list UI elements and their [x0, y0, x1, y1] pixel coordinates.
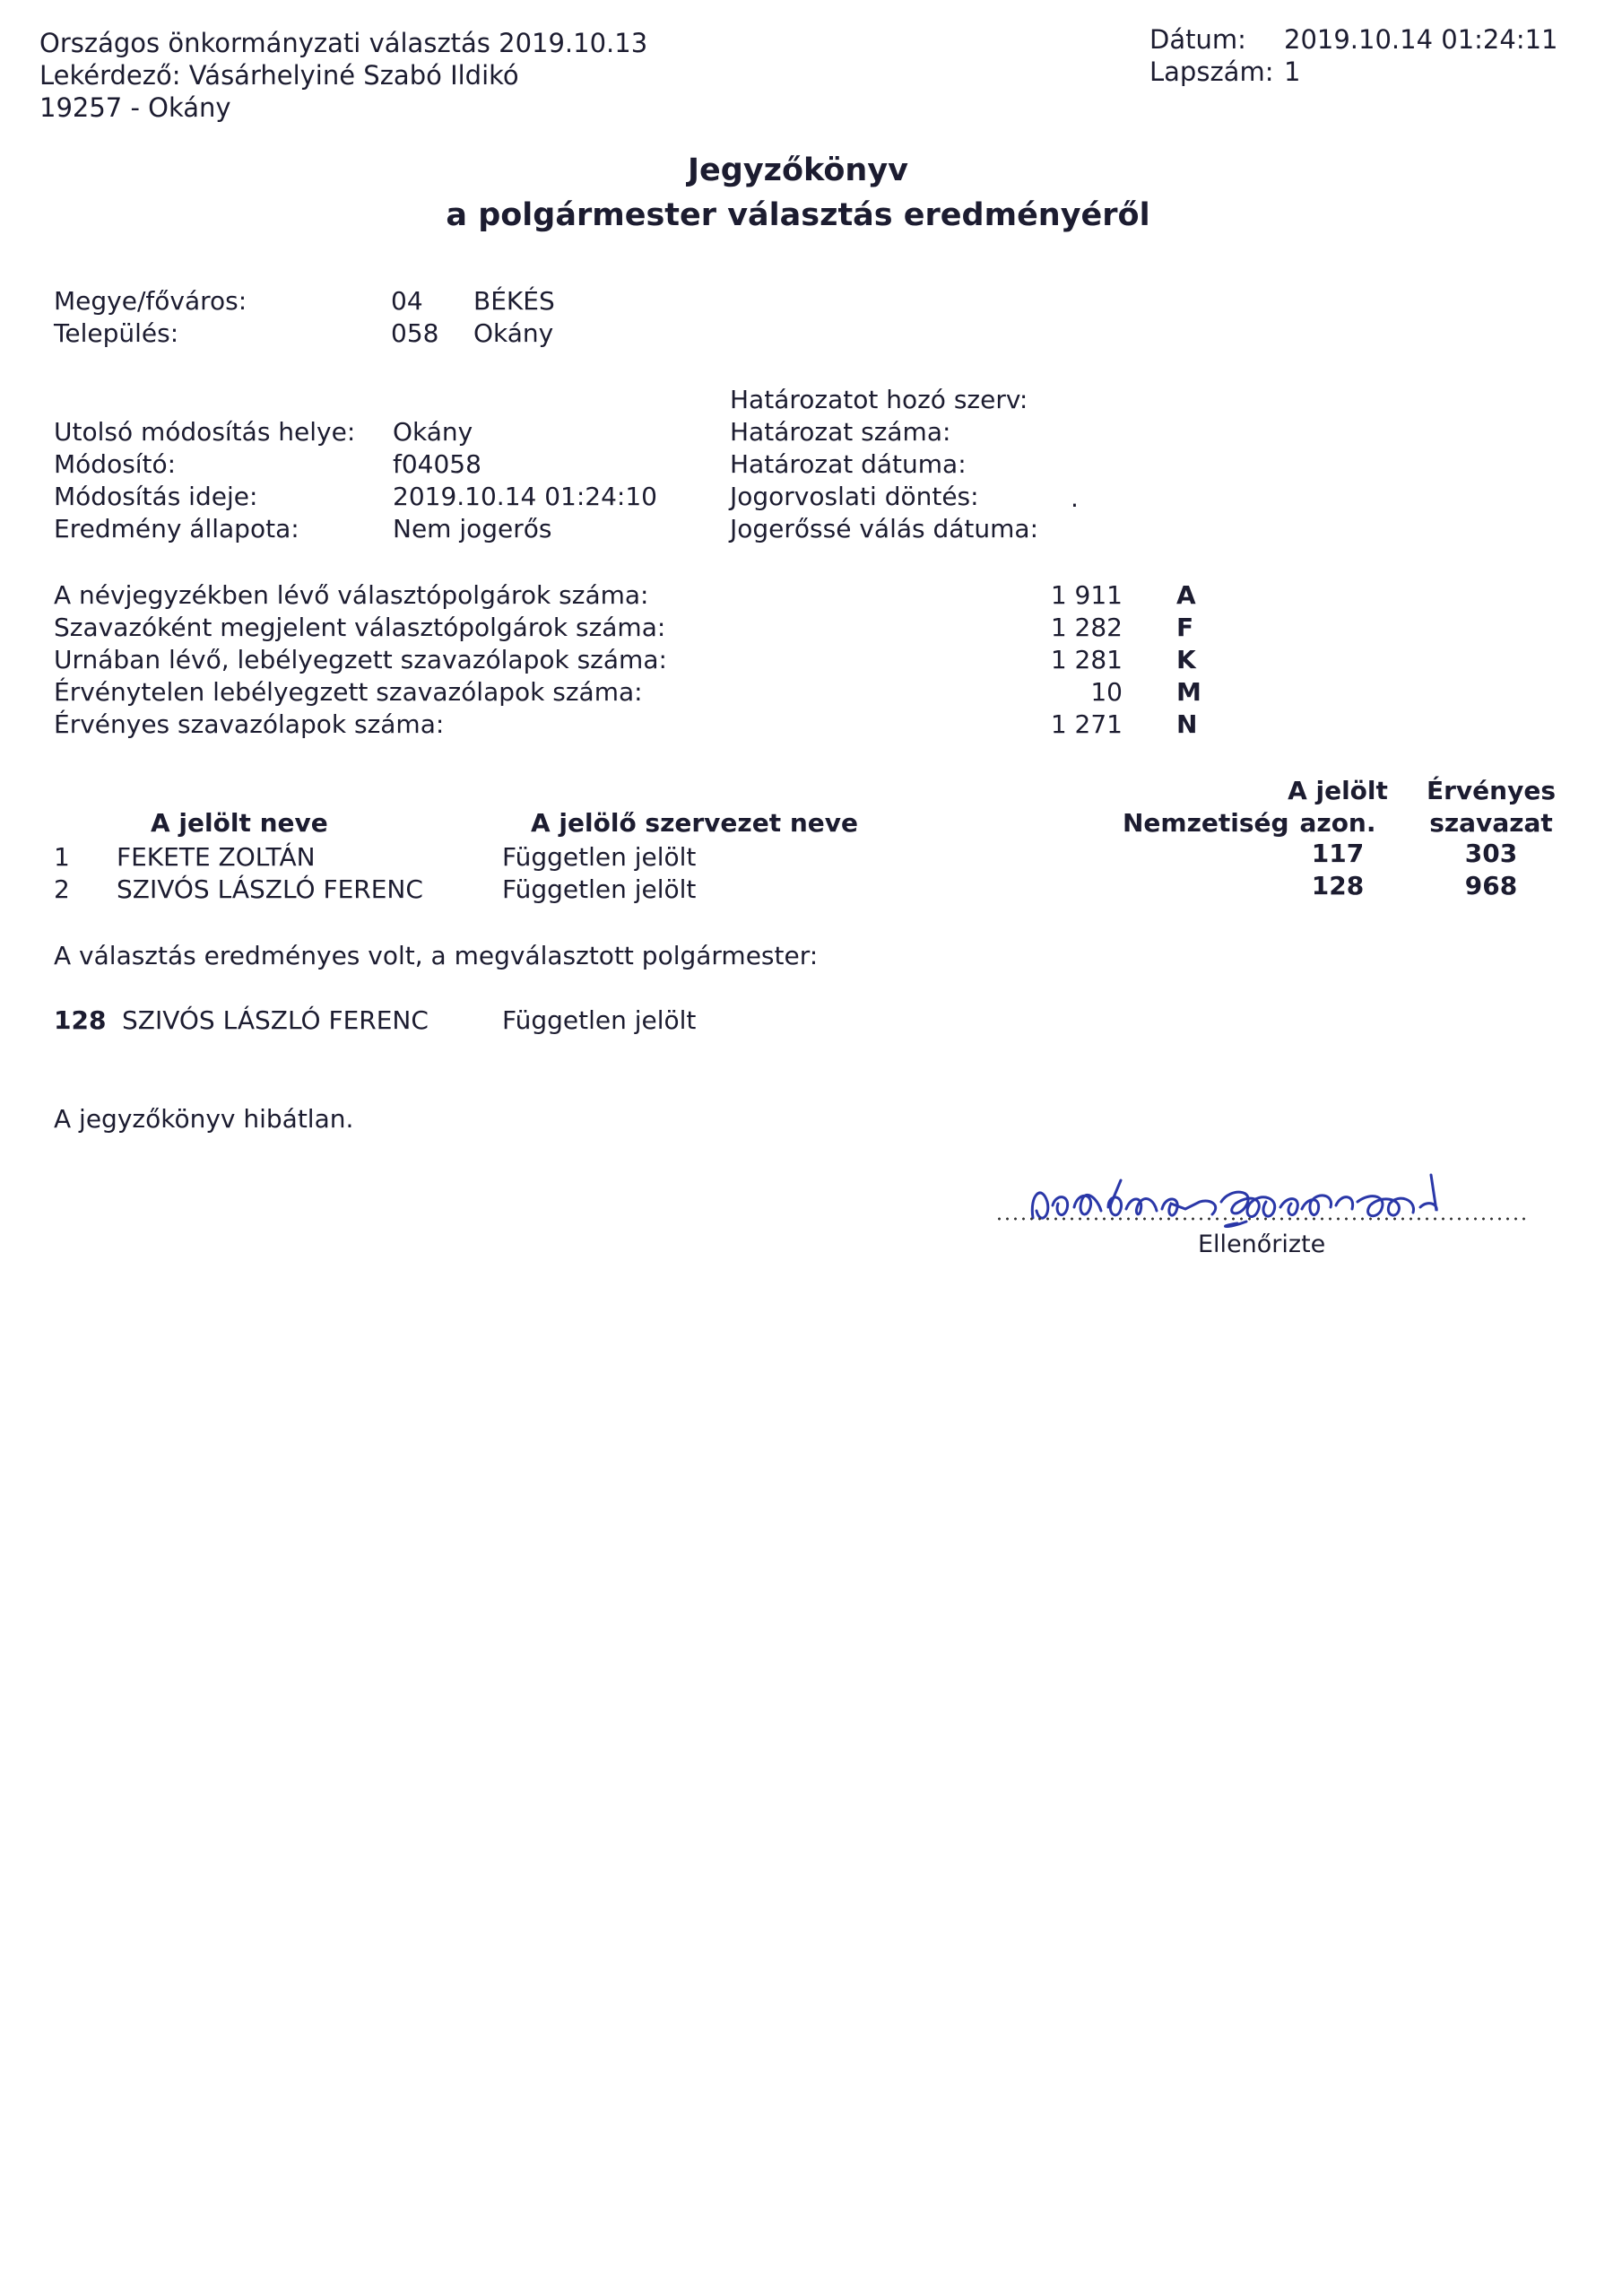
candidate-id: 128: [1311, 871, 1365, 900]
checked-by-label: Ellenőrizte: [1198, 1231, 1326, 1258]
status-label: Eredmény állapota:: [54, 514, 299, 544]
date-label: Dátum:: [1149, 24, 1246, 55]
stat-label-k: Urnában lévő, lebélyegzett szavazólapok száma:: [54, 645, 667, 674]
winner-name: SZIVÓS LÁSZLÓ FERENC: [122, 1005, 429, 1035]
settlement-code: 058: [391, 318, 439, 348]
col-candidate-name: A jelölt neve: [151, 808, 328, 838]
stat-code-n: N: [1176, 709, 1198, 739]
stat-value-n: 1 271: [1050, 709, 1123, 739]
settlement-name: Okány: [473, 318, 554, 348]
final-date-label: Jogerőssé válás dátuma:: [730, 514, 1039, 544]
col-valid-votes-line2: szavazat: [1429, 808, 1553, 838]
stat-value-k: 1 281: [1050, 645, 1123, 674]
col-valid-votes-line1: Érvényes: [1426, 776, 1557, 805]
settlement-label: Település:: [54, 318, 179, 348]
stat-label-a: A névjegyzékben lévő választópolgárok száma:: [54, 580, 649, 610]
candidate-org: Független jelölt: [502, 874, 697, 904]
appeal-label: Jogorvoslati döntés:: [730, 482, 979, 511]
winner-org: Független jelölt: [502, 1005, 697, 1035]
col-candidate-id-line1: A jelölt: [1288, 776, 1388, 805]
stat-code-m: M: [1176, 677, 1201, 707]
stat-code-f: F: [1176, 613, 1194, 642]
requester: Lekérdező: Vásárhelyiné Szabó Ildikó: [39, 60, 519, 91]
stat-label-f: Szavazóként megjelent választópolgárok száma:: [54, 613, 666, 642]
election-title: Országos önkormányzati választás 2019.10.13: [39, 28, 648, 58]
county-code: 04: [391, 286, 423, 316]
modifier-value: f04058: [393, 449, 481, 479]
col-nationality: Nemzetiség: [1123, 808, 1289, 838]
candidate-votes: 303: [1464, 839, 1518, 868]
location: 19257 - Okány: [39, 92, 231, 123]
modifier-label: Módosító:: [54, 449, 177, 479]
stat-label-m: Érvénytelen lebélyegzett szavazólapok száma:: [54, 677, 643, 707]
candidate-name: FEKETE ZOLTÁN: [117, 842, 316, 872]
decision-date-label: Határozat dátuma:: [730, 449, 967, 479]
mod-time-value: 2019.10.14 01:24:10: [393, 482, 657, 511]
candidate-org: Független jelölt: [502, 842, 697, 872]
mod-place-label: Utolsó módosítás helye:: [54, 417, 356, 447]
winner-id: 128: [54, 1005, 107, 1035]
candidate-name: SZIVÓS LÁSZLÓ FERENC: [117, 874, 423, 904]
page-value: 1: [1284, 57, 1301, 87]
flawless-statement: A jegyzőkönyv hibátlan.: [54, 1104, 354, 1134]
decision-body-label: Határozatot hozó szerv:: [730, 385, 1028, 414]
col-nominating-org: A jelölő szervezet neve: [531, 808, 859, 838]
stat-value-f: 1 282: [1050, 613, 1123, 642]
col-candidate-id-line2: azon.: [1299, 808, 1376, 838]
document-title: Jegyzőkönyv: [688, 152, 908, 188]
stat-code-k: K: [1176, 645, 1196, 674]
stat-code-a: A: [1176, 580, 1196, 610]
document-subtitle: a polgármester választás eredményéről: [446, 197, 1150, 233]
county-label: Megye/főváros:: [54, 286, 247, 316]
page-label: Lapszám:: [1149, 57, 1274, 87]
decision-number-label: Határozat száma:: [730, 417, 951, 447]
mod-time-label: Módosítás ideje:: [54, 482, 258, 511]
candidate-id: 117: [1311, 839, 1365, 868]
row-number: 1: [54, 842, 70, 872]
mod-place-value: Okány: [393, 417, 473, 447]
county-name: BÉKÉS: [473, 286, 555, 316]
appeal-value: .: [1071, 483, 1079, 513]
stat-value-a: 1 911: [1050, 580, 1123, 610]
signature-line: [995, 1216, 1529, 1222]
stat-label-n: Érvényes szavazólapok száma:: [54, 709, 445, 739]
row-number: 2: [54, 874, 70, 904]
result-statement: A választás eredményes volt, a megválasztott polgármester:: [54, 941, 819, 970]
date-value: 2019.10.14 01:24:11: [1284, 24, 1558, 55]
status-value: Nem jogerős: [393, 514, 552, 544]
candidate-votes: 968: [1464, 871, 1518, 900]
stat-value-m: 10: [1090, 677, 1123, 707]
